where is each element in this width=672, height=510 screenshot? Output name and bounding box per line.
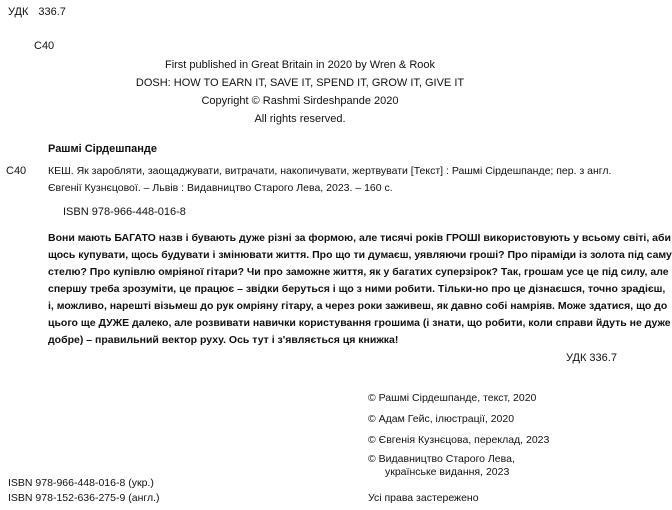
catalog-index-top: С40 xyxy=(34,40,55,52)
isbn-ukrainian: ISBN 978-966-448-016-8 (укр.) xyxy=(8,477,154,489)
udc-top xyxy=(8,6,66,19)
annotation-line: щось купувати, щось будувати і змінювати життя. Про що ти думаєш, уявляючи гроші? Про піраміди із золота під саму xyxy=(48,249,672,261)
copyright-line: українське видання, 2023 xyxy=(385,466,510,478)
catalog-index-mid: С40 xyxy=(6,165,27,177)
author-name: Рашмі Сірдешпанде xyxy=(48,143,157,155)
isbn-mid: ISBN 978-966-448-016-8 xyxy=(63,206,186,218)
udc-right: УДК 336.7 xyxy=(566,352,617,364)
annotation-line: цього ще ДУЖЕ далеко, але розвивати навички користування грошима (і знати, що робити, коли справи йдуть не дуже xyxy=(48,317,671,329)
copyright-line: © Рашмі Сірдешпанде, текст, 2020 xyxy=(368,392,537,404)
copyright-line: © Видавництво Старого Лева, xyxy=(368,453,515,465)
annotation-line: Вони мають БАГАТО назв і бувають дуже різні за формою, але тисячі років ГРОШІ використовують у всьому світі, аби xyxy=(48,232,671,244)
bibliographic-line-2: Євгенії Кузнєцової. – Львів : Видавництво Старого Лева, 2023. – 160 с. xyxy=(48,182,393,194)
copyright-notice: Copyright © Rashmi Sirdeshpande 2020 xyxy=(201,95,399,107)
copyright-line: © Адам Гейс, ілюстрації, 2020 xyxy=(368,413,515,425)
rights-reserved-ua: Усі права застережено xyxy=(368,492,479,504)
annotation-line: спершу треба зрозуміти, це працює – звідки беруться і що з ними робити. Тільки-но про це дізнаєшся, точно зрадієш, xyxy=(48,283,666,295)
publication-line-1: First published in Great Britain in 2020 by Wren & Rook xyxy=(164,59,436,71)
annotation-line: добре) – правильний вектор руху. Ось тут і з'являється ця книжка! xyxy=(48,334,399,346)
annotation-line: стелю? Про купівлю омріяної гітари? Чи про заможне життя, як у багатих суперзірок? Так, грошам усе це під силу, але xyxy=(48,266,669,278)
isbn-english: ISBN 978-152-636-275-9 (англ.) xyxy=(8,492,160,504)
copyright-line: © Євгенія Кузнєцова, переклад, 2023 xyxy=(368,434,550,446)
original-title: DOSH: HOW TO EARN IT, SAVE IT, SPEND IT, GROW IT, GIVE IT xyxy=(135,77,465,89)
bibliographic-line-1: КЕШ. Як заробляти, заощаджувати, витрачати, накопичувати, жертвувати [Текст] : Рашмі Сірдешпанде; пер. з англ. xyxy=(48,165,612,177)
rights-reserved-en: All rights reserved. xyxy=(254,113,346,125)
annotation xyxy=(48,230,672,349)
udc-code: 336.7 xyxy=(38,6,66,18)
annotation-line: і, можливо, нарешті візьмеш до рук омріяну гітару, а через роки заживеш, як давно собі намріяв. Може здатися, що до xyxy=(48,300,668,312)
udc-label: УДК xyxy=(8,6,29,18)
